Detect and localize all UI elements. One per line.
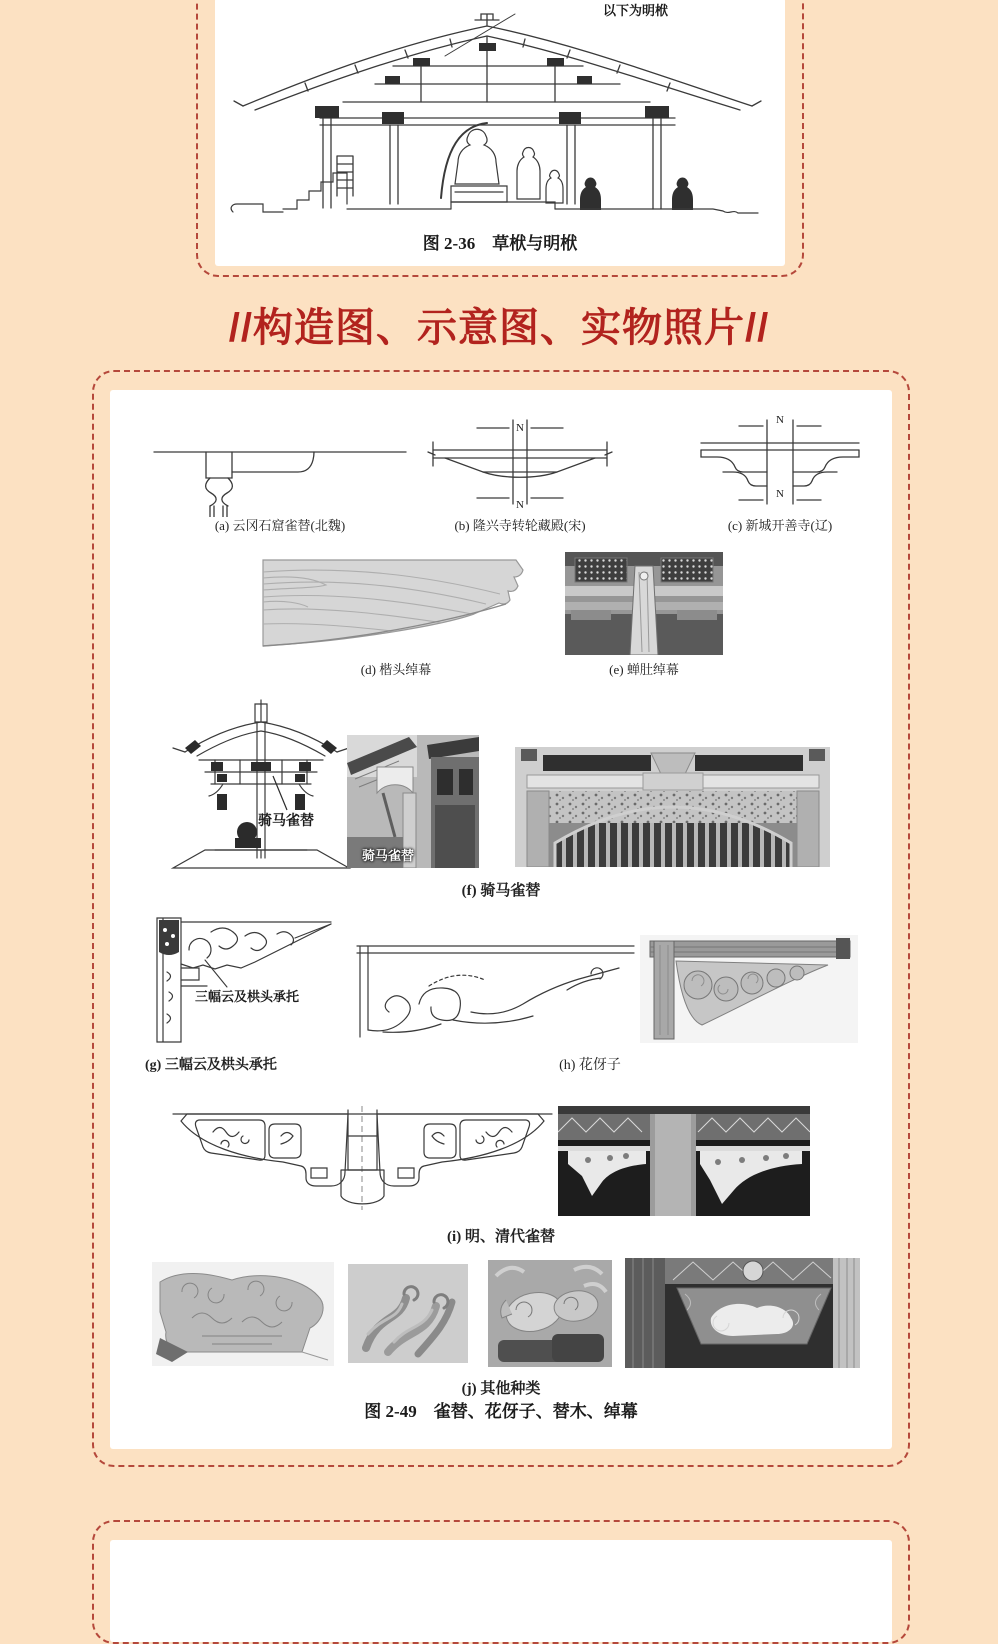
figure-2-36-caption: 图 2-36 草栿与明栿 bbox=[422, 234, 578, 253]
diagram-i-mingqing-queti bbox=[165, 1106, 560, 1214]
photo-j1-carved-bracket bbox=[152, 1262, 334, 1366]
photo-d-wood-grain-bracket bbox=[260, 552, 532, 655]
photo-j2-carved-scroll bbox=[348, 1264, 468, 1363]
caption-e: (e) 蝉肚绰幕 bbox=[609, 662, 679, 677]
qima-queti-drawing-label: 骑马雀替 bbox=[258, 814, 314, 829]
photo-j3-fish-carving bbox=[488, 1260, 612, 1367]
north-mark: N bbox=[776, 414, 784, 426]
caption-d: (d) 楷头绰幕 bbox=[360, 662, 432, 677]
qima-queti-photo-label: 骑马雀替 bbox=[362, 848, 415, 863]
figure-2-49-caption: 图 2-49 雀替、花伢子、替木、绰幕 bbox=[364, 1402, 638, 1421]
caption-i: (i) 明、清代雀替 bbox=[447, 1229, 555, 1245]
figure-2-36-panel bbox=[215, 0, 785, 266]
section-heading: //构造图、示意图、实物照片// bbox=[228, 306, 770, 350]
diagram-g-sanfuyun bbox=[145, 910, 335, 1050]
figure-2-36-card bbox=[196, 0, 804, 277]
caption-g: (g) 三幅云及栱头承托 bbox=[145, 1058, 277, 1073]
caption-h: (h) 花伢子 bbox=[559, 1058, 621, 1073]
caption-j: (j) 其他种类 bbox=[461, 1381, 541, 1397]
north-mark: N bbox=[516, 422, 524, 434]
caption-c: (c) 新城开善寺(辽) bbox=[727, 518, 833, 533]
caption-a: (a) 云冈石窟雀替(北魏) bbox=[214, 518, 346, 533]
photo-i-queti bbox=[558, 1106, 810, 1216]
diagram-h-huayazi-drawing bbox=[353, 940, 638, 1042]
caption-f: (f) 骑马雀替 bbox=[461, 883, 541, 899]
photo-j4-painted-queti bbox=[625, 1258, 860, 1368]
diagram-f-pailou-drawing bbox=[155, 698, 365, 876]
diagram-b-longxingsi bbox=[425, 412, 615, 512]
photo-h-huayazi bbox=[640, 935, 858, 1043]
next-section-panel bbox=[110, 1540, 892, 1642]
caption-b: (b) 隆兴寺转轮藏殿(宋) bbox=[454, 518, 586, 533]
photo-e-chandu-chuomu bbox=[565, 552, 723, 655]
north-mark: N bbox=[776, 488, 784, 500]
figure-2-49-panel bbox=[110, 390, 892, 1449]
sanfuyun-annotation: 三幅云及栱头承托 bbox=[195, 989, 300, 1004]
diagram-a-yungang-queti bbox=[150, 432, 410, 517]
temple-cross-section-drawing bbox=[225, 6, 770, 231]
figure-2-49-card bbox=[92, 370, 910, 1467]
mingfu-annotation: 以下为明栿 bbox=[603, 3, 669, 18]
diagram-c-kaishansi bbox=[695, 412, 865, 512]
photo-f-carved-panel bbox=[515, 747, 830, 867]
next-section-card bbox=[92, 1520, 910, 1644]
north-mark: N bbox=[516, 499, 524, 511]
